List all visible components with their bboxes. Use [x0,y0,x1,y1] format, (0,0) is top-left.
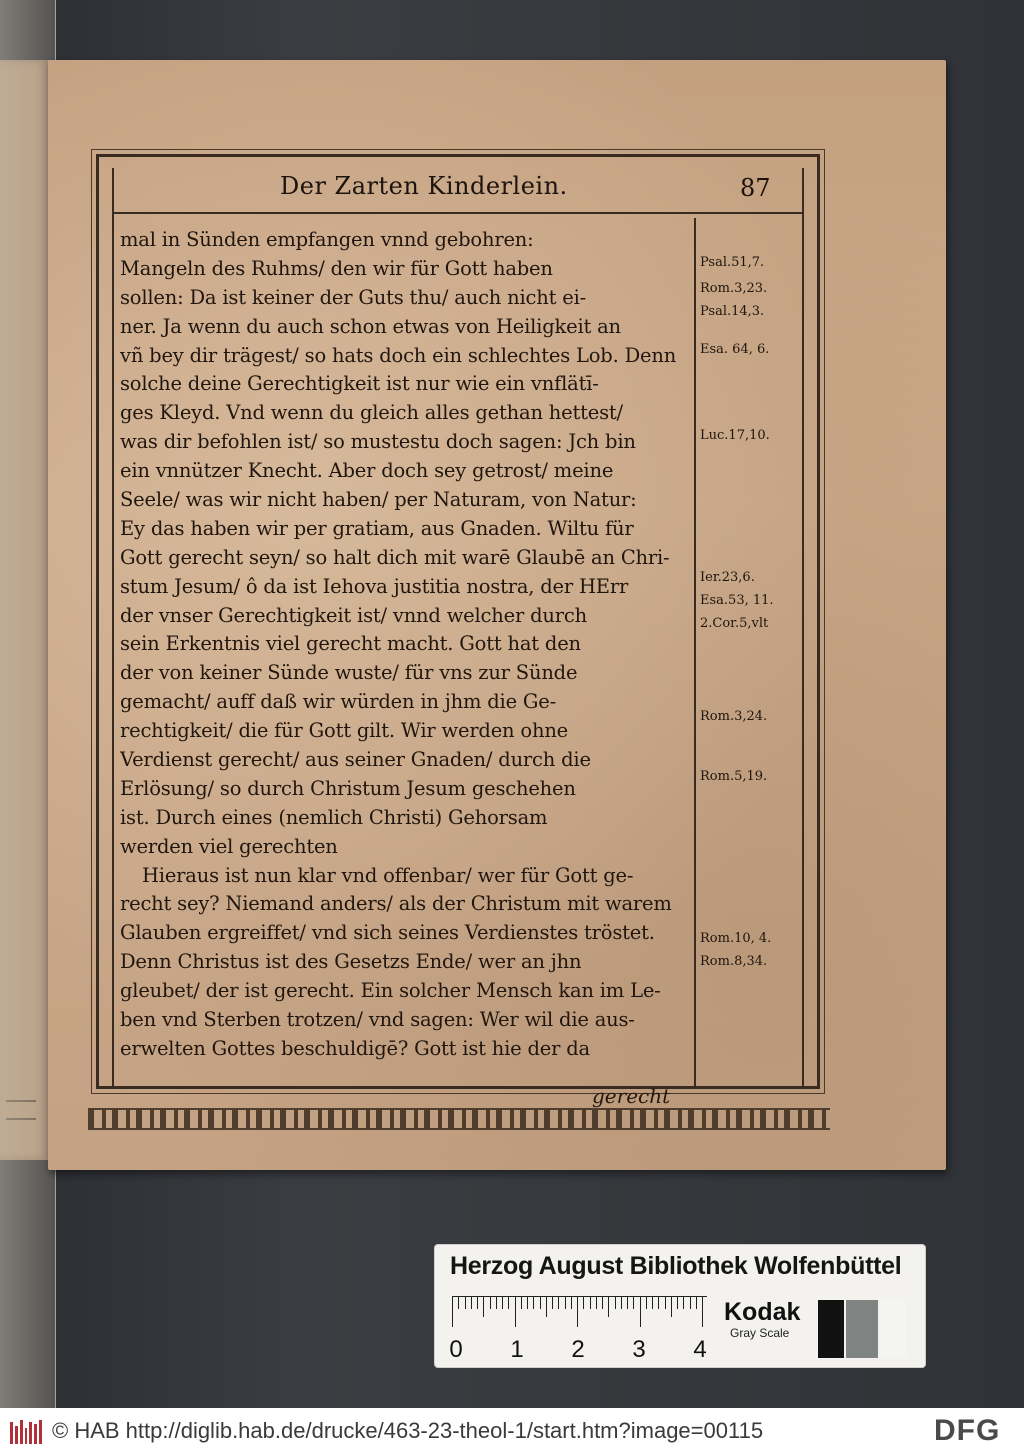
ruler-tick [615,1297,616,1309]
text-line: was dir befohlen ist/ so mustestu doch sagen: Jch bin [120,430,636,454]
running-head: Der Zarten Kinderlein. [280,172,568,200]
marginal-note: Rom.8,34. [700,954,768,970]
ruler-tick [452,1297,453,1327]
ruler-tick [677,1297,678,1309]
text-line: ner. Ja wenn du auch schon etwas von Heiligkeit an [120,314,621,338]
text-line: Ey das haben wir per gratiam, aus Gnaden. Wiltu für [120,516,634,540]
text-line: Denn Christus ist des Gesetzs Ende/ wer an jhn [120,950,582,974]
ruler-tick [471,1297,472,1309]
text-line: ein vnnützer Knecht. Aber doch sey getrost/ meine [120,459,614,483]
ruler-tick [527,1297,528,1309]
ruler-tick [640,1297,641,1327]
ruler-tick [552,1297,553,1309]
ruler-tick [608,1297,609,1317]
library-name: Herzog August Bibliothek Wolfenbüttel [450,1252,902,1280]
ruler-tick [571,1297,572,1309]
text-line: erwelten Gottes beschuldigē? Gott ist hie der da [120,1036,590,1060]
ruler-number: 1 [510,1336,524,1363]
body-text [120,226,690,1060]
marginal-note: Psal.51,7. [700,254,765,270]
text-line: der von keiner Sünde wuste/ für vns zur Sünde [120,661,578,685]
ruler-tick [533,1297,534,1309]
marginal-notes [700,226,804,1056]
ruler-number: 0 [449,1336,463,1363]
ruler-tick [496,1297,497,1309]
marginal-note: Psal.14,3. [700,304,765,320]
swatch-gray [846,1300,878,1358]
swatch-white [880,1300,906,1358]
text-line: werden viel gerechten [120,834,338,858]
text-line: ges Kleyd. Vnd wenn du gleich alles gethan hettest/ [120,401,623,425]
ruler-tick [465,1297,466,1309]
ruler-tick [583,1297,584,1309]
text-line: Verdienst gerecht/ aus seiner Gnaden/ durch die [120,748,591,772]
ruler-tick [627,1297,628,1309]
ruler-tick [477,1297,478,1309]
footer-credit-link[interactable]: © HAB http://diglib.hab.de/drucke/463-23-theol-1/start.htm?image=00115 [52,1418,764,1443]
marginal-note: Rom.5,19. [700,769,768,785]
ruler-tick [602,1297,603,1309]
text-line: recht sey? Niemand anders/ als der Christum mit warem [120,892,672,916]
marginal-note: Ier.23,6. [700,569,755,585]
text-line: mal in Sünden empfangen vnnd gebohren: [120,228,534,251]
gray-scale-label: Gray Scale [730,1326,790,1340]
text-line: Mangeln des Ruhms/ den wir für Gott haben [120,256,553,280]
marginal-note: Rom.10, 4. [700,931,772,947]
text-line: rechtigkeit/ die für Gott gilt. Wir werden ohne [120,719,569,743]
marginal-note: Rom.3,23. [700,280,768,296]
text-line: gemacht/ auff daß wir würden in jhm die Ge- [120,690,557,714]
ruler-number: 2 [571,1336,585,1363]
ruler-tick [508,1297,509,1309]
text-line: vñ bey dir trägest/ so hats doch ein schlechtes Lob. Denn [120,343,677,367]
ruler-tick [702,1297,703,1327]
ruler-tick [483,1297,484,1317]
ruler-tick [671,1297,672,1317]
ruler-tick [502,1297,503,1309]
text-line: Hieraus ist nun klar vnd offenbar/ wer für Gott ge- [142,863,634,887]
ruler-tick [540,1297,541,1309]
ruler-tick [515,1297,516,1327]
ruler [452,1296,707,1330]
bottom-ornament-border [88,1108,830,1130]
ruler-number: 3 [632,1336,646,1363]
text-line: ben vnd Sterben trotzen/ vnd sagen: Wer wil die aus- [120,1008,635,1032]
marginal-note: Esa. 64, 6. [700,341,770,357]
text-line: Glauben ergreiffet/ vnd sich seines Verdienstes tröstet. [120,921,655,945]
ruler-tick [590,1297,591,1309]
hab-logo-icon [10,1418,42,1444]
text-line: sollen: Da ist keiner der Guts thu/ auch nicht ei- [120,285,587,309]
marginal-note: Rom.3,24. [700,708,768,724]
text-line: solche deine Gerechtigkeit ist nur wie ein vnflätī- [120,372,599,396]
ruler-tick [577,1297,578,1327]
text-line: der vnser Gerechtigkeit ist/ vnnd welcher durch [120,603,587,627]
marginal-note: Luc.17,10. [700,428,770,444]
ruler-number: 4 [693,1336,707,1363]
ruler-tick [565,1297,566,1309]
ruler-tick [621,1297,622,1309]
ruler-tick [683,1297,684,1309]
marginal-note: Esa.53, 11. [700,593,774,609]
catchword: gerecht [592,1084,671,1108]
ruler-tick [546,1297,547,1317]
ruler-tick [458,1297,459,1309]
dfg-logo: DFG [934,1414,1001,1447]
ruler-tick [652,1297,653,1309]
text-line: gleubet/ der ist gerecht. Ein solcher Mensch kan im Le- [120,979,661,1003]
text-line: Gott gerecht seyn/ so halt dich mit warē Glaubē an Chri- [120,545,670,569]
page-number: 87 [740,174,771,202]
swatch-black [818,1300,844,1358]
ruler-tick [658,1297,659,1309]
text-line: Seele/ was wir nicht haben/ per Naturam, von Natur: [120,488,637,512]
text-line: sein Erkentnis viel gerecht macht. Gott hat den [120,632,581,656]
ruler-tick [690,1297,691,1309]
ruler-tick [596,1297,597,1309]
text-line: ist. Durch eines (nemlich Christi) Gehorsam [120,805,548,829]
ruler-tick [490,1297,491,1309]
header-rule [112,212,804,214]
ruler-tick [665,1297,666,1309]
text-line: Erlösung/ so durch Christum Jesum geschehen [120,776,576,800]
ruler-tick [521,1297,522,1309]
margin-rule [694,218,696,1086]
kodak-logo: Kodak [724,1298,801,1326]
text-line: stum Jesum/ ô da ist Iehova justitia nostra, der HErr [120,574,629,598]
ruler-tick [646,1297,647,1309]
ruler-tick [696,1297,697,1309]
marginal-note: 2.Cor.5,vlt [700,616,769,632]
ruler-tick [633,1297,634,1309]
ruler-tick [558,1297,559,1309]
